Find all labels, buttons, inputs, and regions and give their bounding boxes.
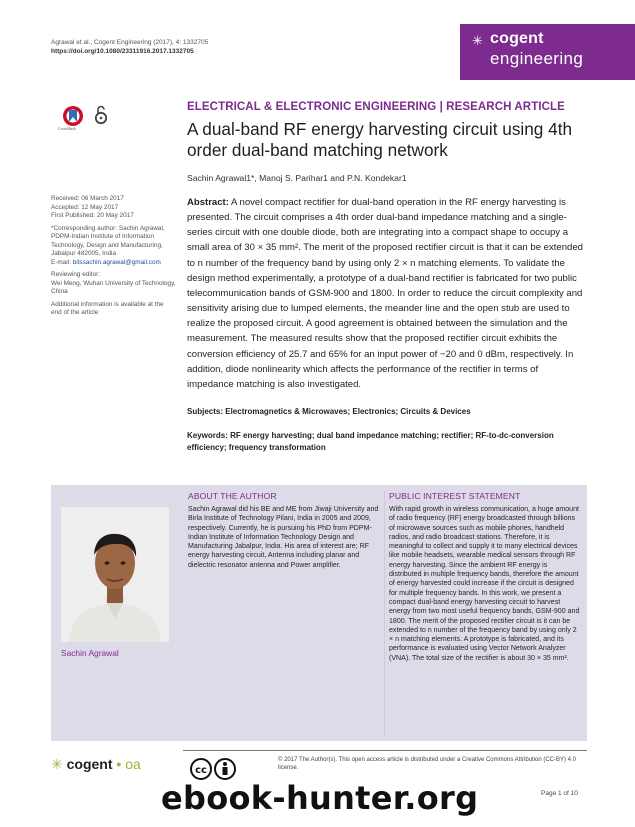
email-label: E-mail: — [51, 258, 73, 266]
published-date: First Published: 20 May 2017 — [51, 212, 134, 219]
footer-divider — [183, 750, 587, 751]
journal-logo[interactable] — [460, 24, 635, 80]
editor-name: Wei Meng, Wuhan University of Technology, China — [51, 279, 176, 295]
crossmark-label: CrossMark — [58, 126, 76, 131]
email-line — [51, 259, 176, 268]
public-interest-text: With rapid growth in wireless communication, a huge amount of radio frequency (RF) energy broadcasted through billions of microwave sources such as mobile phones, handheld radios, and radio broadcast stations. Therefore, it is meaningful to collect and supply it to many electrical devices like mobile headsets, wearable medical sensors through RF energy harvesting. Since the ambient RF energy is distributed in multiple frequency bands, therefore the amount of energy harvested could increase if the circuit is designed for multiple frequency bands. In this work, we present a compact dual-band energy harvesting circuit to harvest energy from two most useful frequency bands, GSM-900 and 1800. The merit of the proposed rectifier circuit is it can be extended to n number of the frequency band by using only 2 × n matching elements. A prototype is fabricated, and its performance is evaluated using Vector Network Analyzer (VNA). The total size of the rectifier is about 30 × 35 mm². — [389, 506, 580, 662]
article-sidebar — [51, 195, 176, 322]
author-list — [187, 173, 407, 183]
dates — [51, 195, 176, 221]
cogent-oa-star-icon: ✳ — [51, 756, 63, 772]
column-divider — [384, 491, 385, 736]
cogent-oa-logo[interactable] — [51, 756, 141, 773]
cogent-oa-dot: • — [116, 756, 122, 772]
received-date: Received: 06 March 2017 — [51, 195, 124, 202]
authors-text: Sachin Agrawal1*, Manoj S. Parihar1 and P.N. Kondekar1 — [187, 173, 407, 183]
corresponding-author — [51, 225, 176, 268]
additional-info: Additional information is available at the end of the article — [51, 300, 164, 316]
article-title: A dual-band RF energy harvesting circuit using 4th order dual-band matching network — [187, 119, 573, 160]
citation — [51, 38, 208, 56]
reviewing-editor — [51, 271, 176, 297]
about-author-text: Sachin Agrawal did his BE and ME from Jiwaji University and Birla Institute of Technology Pilani, India in 2005 and 2009, respectively. Currently, he is pursuing his PhD from PDPM-Indian Institute of Information Technology Design and Manufacturing Jabalpur, India. His area of interest are; RF energy harvesting circuit, Antenna including planar and dielectric resonator antenna and Power amplifier. — [188, 506, 379, 569]
doi-link[interactable]: https://doi.org/10.1080/23311916.2017.1332705 — [51, 48, 194, 55]
citation-text: Agrawal et al., Cogent Engineering (2017), 4: 1332705 — [51, 39, 209, 46]
cogent-star-icon: ✳ — [472, 33, 483, 48]
license-text: © 2017 The Author(s). This open access article is distributed under a Creative Commons Attribution (CC-BY) 4.0 license. — [278, 757, 577, 771]
reviewing-label: Reviewing editor: — [51, 271, 101, 278]
page-number: Page 1 of 10 — [541, 790, 578, 797]
email-link[interactable]: bitssachin.agrawal@gmail.com — [72, 258, 161, 266]
author-photo-illustration — [61, 507, 169, 642]
public-interest-heading: PUBLIC INTEREST STATEMENT — [389, 491, 521, 501]
svg-text:cc: cc — [195, 765, 207, 776]
logo-bottom-text: engineering — [490, 49, 584, 68]
accepted-date: Accepted: 12 May 2017 — [51, 203, 119, 211]
photo-caption: Sachin Agrawal — [61, 648, 119, 658]
keywords: Keywords: RF energy harvesting; dual band impedance matching; rectifier; RF-to-dc-conversion efficiency; frequency transformation — [187, 431, 554, 452]
article-category: ELECTRICAL & ELECTRONIC ENGINEERING | RESEARCH ARTICLE — [187, 101, 565, 113]
abstract-label: Abstract: — [187, 197, 229, 208]
author-photo — [61, 507, 169, 642]
cogent-oa-suffix: oa — [125, 756, 141, 772]
corresponding-text: *Corresponding author: Sachin Agrawal, PDPM-Indian Institute of Information Technology, Design and Manufacturing, Jabalpur 482005, India — [51, 224, 165, 257]
watermark: ebook-hunter.org — [161, 779, 479, 817]
subjects: Subjects: Electromagnetics & Microwaves; Electronics; Circuits & Devices — [187, 407, 471, 416]
about-author-heading: ABOUT THE AUTHOR — [188, 491, 277, 501]
abstract-text: A novel compact rectifier for dual-band operation in the RF energy harvesting is presented. The circuit comprises a 4th order dual-band impedance matching and a single-series circuit with one double diode, both are integrating into a compact shape to occupy a small area of 30 × 35 mm². The merit of the proposed rectifier circuit is that it can be extended to n number of the frequency band by using only 2 × n matching elements. To validate the design method experimentally, a prototype of a dual-band rectifier is fabricated for two public telecommunication bands of GSM-900 and 1800. In order to reduce the circuit complexity and sensitivity arising due to lumped elements, the meander line and the open stub are used to realize the proposed circuit. A good agreement is obtained between the simulation and the measurement. The measured results show that the proposed rectifier circuit exhibits the conversion efficiency of 25.7 and 65% for an input power of −20 and 0 dBm, respectively. In addition, diode nonlinearity which affects the performance of the rectifier in terms of impedance matching is also investigated. — [187, 197, 583, 390]
abstract — [187, 195, 587, 392]
cogent-oa-text: cogent — [66, 756, 113, 772]
logo-top-text: cogent — [490, 30, 544, 47]
creative-commons-icon[interactable] — [189, 757, 239, 781]
open-access-icon — [94, 104, 108, 126]
